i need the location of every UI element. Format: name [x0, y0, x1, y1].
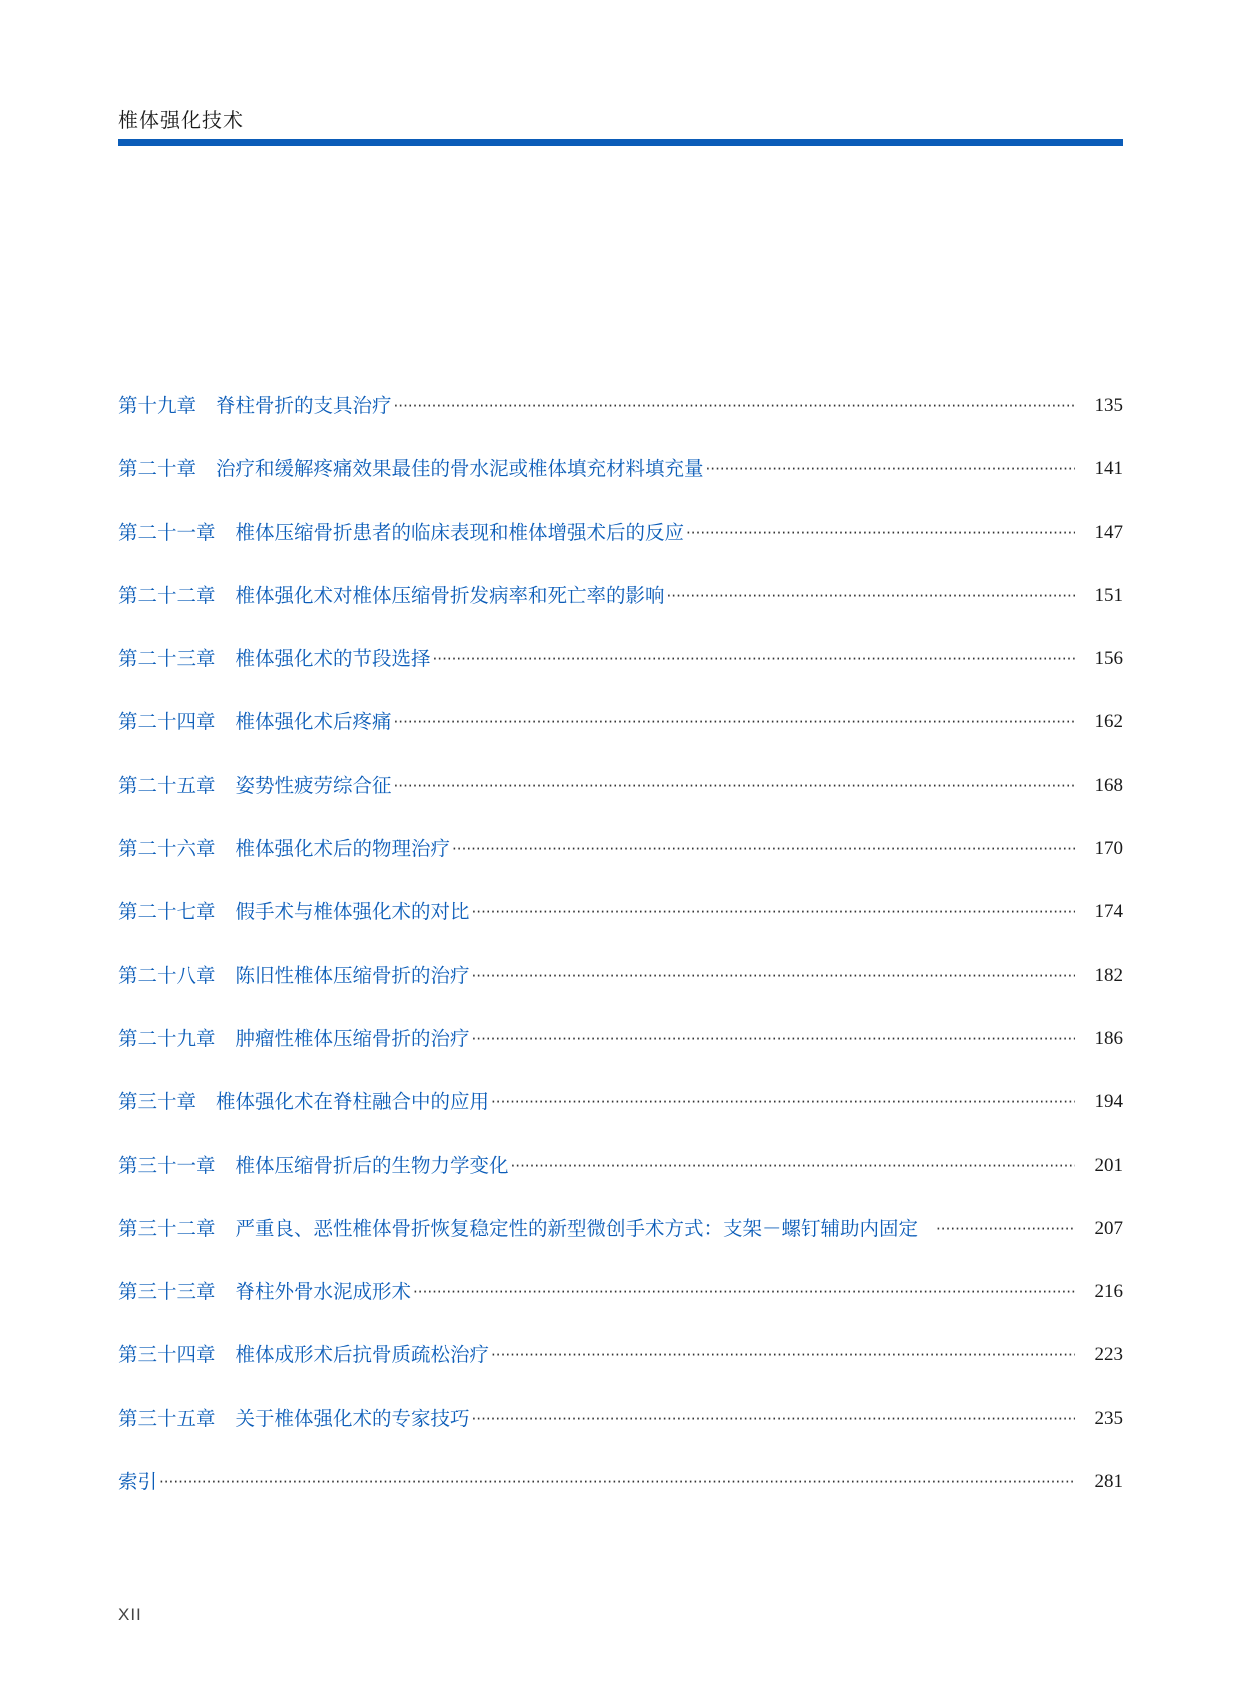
toc-chapter-number: 第二十二章 [118, 583, 216, 607]
toc-entry[interactable] [118, 1405, 1123, 1468]
toc-chapter-title: 肿瘤性椎体压缩骨折的治疗 [235, 1026, 470, 1050]
toc-chapter-number: 第二十一章 [118, 520, 216, 544]
toc-dot-leader [413, 1278, 1075, 1306]
toc-page-number: 174 [1094, 901, 1123, 923]
toc-dot-leader [706, 455, 1075, 483]
toc-chapter-number: 第二十八章 [118, 963, 216, 987]
running-header-title: 椎体强化技术 [118, 108, 244, 132]
toc-chapter-number: 第二十章 [118, 457, 197, 481]
toc-chapter-title: 椎体成形术后抗骨质疏松治疗 [235, 1343, 490, 1367]
toc-entry[interactable] [118, 708, 1123, 771]
toc-page-number: 170 [1094, 838, 1123, 860]
toc-entry[interactable] [118, 1215, 1123, 1278]
toc-dot-leader [667, 582, 1075, 610]
toc-entry[interactable] [118, 1088, 1123, 1151]
toc-page-number: 151 [1094, 584, 1123, 606]
toc-chapter-number: 第二十五章 [118, 773, 216, 797]
toc-page-number: 141 [1094, 458, 1123, 480]
toc-page-number: 223 [1094, 1344, 1123, 1366]
toc-page-number: 201 [1094, 1154, 1123, 1176]
header-rule [118, 139, 1123, 146]
toc-page-number: 281 [1094, 1471, 1123, 1493]
toc-chapter-title: 脊柱骨折的支具治疗 [216, 394, 392, 417]
toc-chapter-number: 第十九章 [118, 394, 197, 417]
toc-chapter-number: 第三十章 [118, 1090, 197, 1114]
toc-chapter-number: 第二十六章 [118, 837, 216, 861]
toc-entry[interactable] [118, 772, 1123, 835]
toc-chapter-title: 椎体压缩骨折患者的临床表现和椎体增强术后的反应 [235, 520, 685, 544]
toc-chapter-number: 第二十七章 [118, 900, 216, 924]
toc-page-number: 216 [1094, 1281, 1123, 1303]
toc-chapter-number: 第二十三章 [118, 647, 216, 671]
toc-page-number: 156 [1094, 648, 1123, 670]
toc-page-number: 235 [1094, 1407, 1123, 1429]
toc-chapter-number: 索引 [118, 1470, 158, 1494]
toc-chapter-title: 假手术与椎体强化术的对比 [235, 900, 470, 924]
toc-page-number: 186 [1094, 1027, 1123, 1049]
toc-entry[interactable] [118, 1341, 1123, 1404]
toc-entry[interactable] [118, 898, 1123, 961]
toc-dot-leader [491, 1088, 1075, 1116]
toc-dot-leader [472, 962, 1075, 990]
toc-entry[interactable] [118, 1468, 1123, 1531]
toc-chapter-title: 脊柱外骨水泥成形术 [235, 1280, 412, 1304]
toc-dot-leader [394, 392, 1075, 420]
toc-chapter-title: 椎体强化术后疼痛 [235, 710, 392, 734]
toc-entry[interactable] [118, 455, 1123, 518]
toc-dot-leader [452, 835, 1075, 863]
toc-chapter-number: 第三十四章 [118, 1343, 216, 1367]
toc-chapter-number: 第三十五章 [118, 1406, 216, 1430]
toc-page-number: 147 [1094, 521, 1123, 543]
toc-dot-leader [394, 708, 1075, 736]
toc-page-number: 168 [1094, 774, 1123, 796]
toc-chapter-number: 第三十二章 [118, 1216, 216, 1240]
toc-chapter-number: 第三十三章 [118, 1280, 216, 1304]
toc-dot-leader [472, 1405, 1075, 1433]
toc-entry[interactable] [118, 1278, 1123, 1341]
toc-entry[interactable] [118, 1025, 1123, 1088]
toc-dot-leader [936, 1215, 1075, 1243]
toc-page-number: 135 [1094, 395, 1123, 416]
toc-dot-leader [491, 1341, 1075, 1369]
toc-chapter-title: 姿势性疲劳综合征 [235, 773, 392, 797]
toc-entry[interactable] [118, 392, 1123, 455]
toc-entry[interactable] [118, 645, 1123, 708]
toc-chapter-title: 椎体强化术后的物理治疗 [235, 837, 451, 861]
table-of-contents [118, 392, 1123, 1531]
toc-entry[interactable] [118, 1152, 1123, 1215]
toc-page-number: 194 [1094, 1091, 1123, 1113]
toc-page-number: 162 [1094, 711, 1123, 733]
toc-chapter-title: 严重良、恶性椎体骨折恢复稳定性的新型微创手术方式：支架－螺钉辅助内固定 [235, 1216, 919, 1240]
toc-dot-leader [472, 1025, 1075, 1053]
toc-entry[interactable] [118, 582, 1123, 645]
toc-dot-leader [433, 645, 1075, 673]
toc-chapter-title: 椎体压缩骨折后的生物力学变化 [235, 1153, 509, 1177]
toc-dot-leader [394, 772, 1075, 800]
toc-dot-leader [159, 1468, 1075, 1496]
toc-entry[interactable] [118, 962, 1123, 1025]
toc-dot-leader [472, 898, 1075, 926]
toc-chapter-number: 第三十一章 [118, 1153, 216, 1177]
toc-chapter-title: 椎体强化术在脊柱融合中的应用 [216, 1090, 490, 1114]
toc-entry[interactable] [118, 519, 1123, 582]
toc-chapter-title: 治疗和缓解疼痛效果最佳的骨水泥或椎体填充材料填充量 [216, 457, 704, 481]
toc-chapter-title: 椎体强化术的节段选择 [235, 647, 431, 671]
toc-page-number: 182 [1094, 964, 1123, 986]
toc-page-number: 207 [1094, 1217, 1123, 1239]
toc-chapter-title: 陈旧性椎体压缩骨折的治疗 [235, 963, 470, 987]
toc-chapter-number: 第二十四章 [118, 710, 216, 734]
toc-chapter-title: 关于椎体强化术的专家技巧 [235, 1406, 470, 1430]
toc-chapter-title: 椎体强化术对椎体压缩骨折发病率和死亡率的影响 [235, 583, 665, 607]
toc-entry[interactable] [118, 835, 1123, 898]
toc-chapter-number: 第二十九章 [118, 1026, 216, 1050]
toc-dot-leader [686, 519, 1075, 547]
page-number-folio: XII [118, 1605, 142, 1624]
toc-dot-leader [511, 1152, 1075, 1180]
